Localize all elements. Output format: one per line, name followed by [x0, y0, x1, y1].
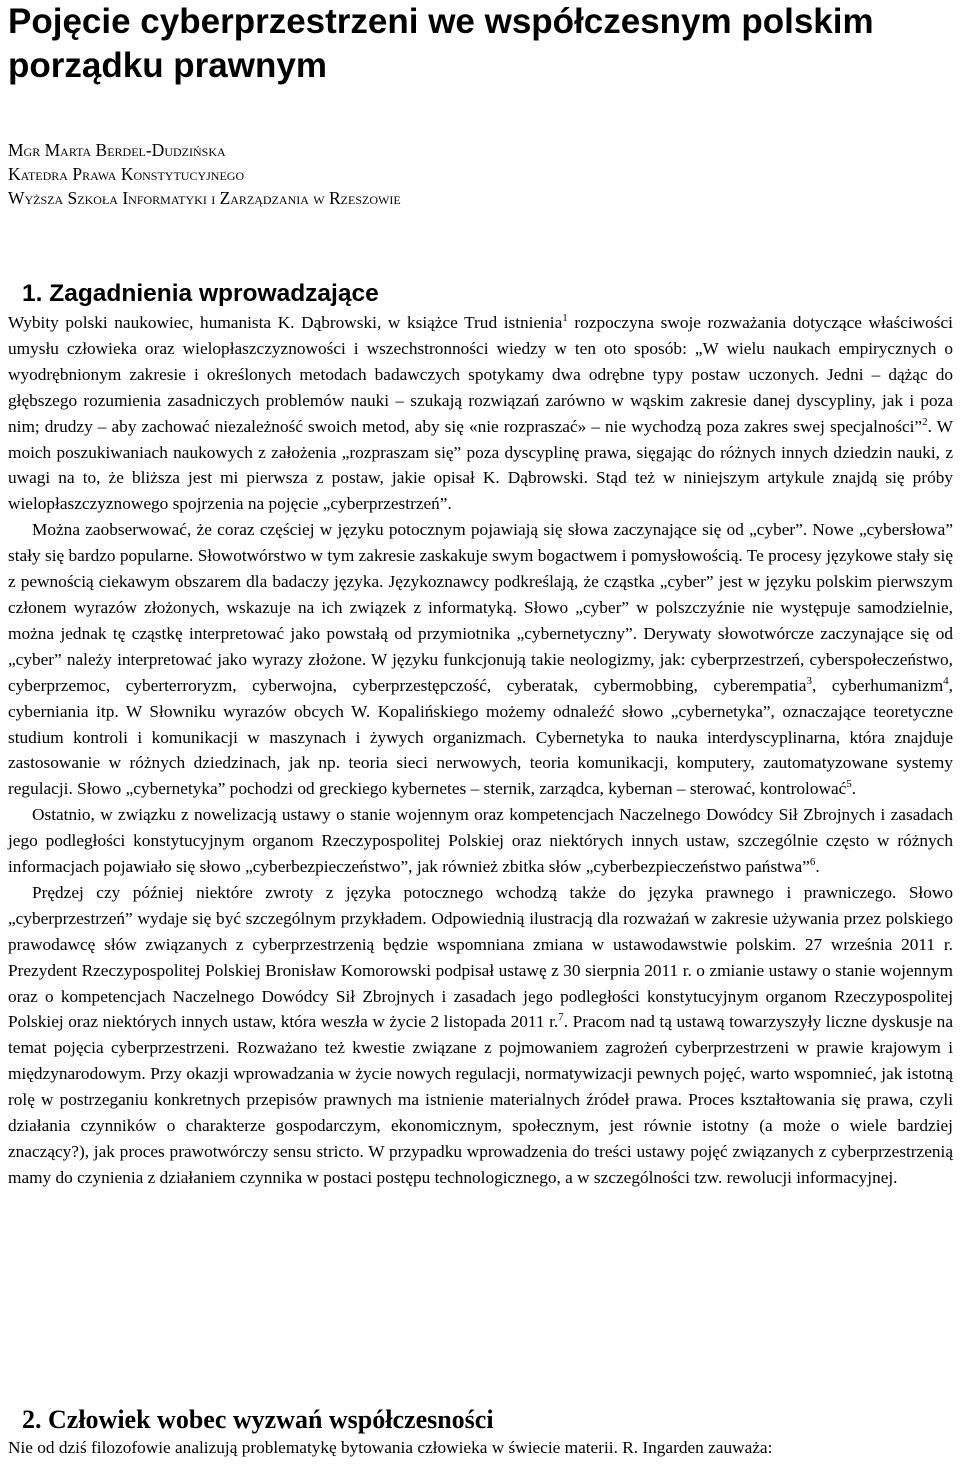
- footnote-ref-3[interactable]: 3: [806, 674, 812, 687]
- section-heading-2: 2. Człowiek wobec wyzwań współczesności: [22, 1405, 494, 1434]
- author-name: Mgr Marta Berdel-Dudzińska: [8, 140, 226, 160]
- footnote-ref-6[interactable]: 6: [809, 856, 816, 869]
- document-title: Pojęcie cyberprzestrzeni we współczesnym polskim porządku prawnym: [8, 2, 874, 85]
- footnote-ref-2[interactable]: 2: [922, 415, 928, 428]
- author-block: [8, 138, 953, 210]
- footnote-ref-1[interactable]: 1: [562, 312, 568, 324]
- section-2-body: [8, 1435, 953, 1461]
- paragraph-1: Wybity polski naukowiec, humanista K. Dąbrowski, w książce Trud istnienia$^1$ rozpoczyna swoje rozważania dotyczące właściwości umysłu człowieka oraz wielopłaszczyznowości i wszechstronności wiedzy w ten oto sposób: „W wielu naukach empirycznych o wyodrębnionym zakresie i określonych metodach badawczych spotykamy dwa odrębne typy postaw uczonych. Jedni – dążąc do głębszego rozumienia zasadniczych problemów nauki – szukają rozwiązań zarówno w wąskim zakresie danej dyscypliny, jak i poza nim; drudzy – aby zachować niezależność swoich metod, aby się «nie rozpraszać» – nie wychodzą poza zakres swej specjalności”$^2$. W moich poszukiwaniach naukowych z założenia „rozpraszam się” poza dyscyplinę prawa, sięgając do różnych innych dziedzin nauki, z uwagi na to, że bliższa jest mi pierwsza z postaw, jakie opisał K. Dąbrowski. Stąd też w niniejszym artykule znajdą się próby wielopłaszczyznowego spojrzenia na pojęcie „cyberprzestrzeń”.: [8, 312, 953, 514]
- footnote-ref-7[interactable]: 7: [558, 1011, 564, 1024]
- paragraph-3: Ostatnio, w związku z nowelizacją ustawy o stanie wojennym oraz kompetencjach Naczelnego Dowódcy Sił Zbrojnych i zasadach jego podległości konstytucyjnym organom Rzeczypospolitej Polskiej oraz niektórych innych ustaw, szczególnie często w różnych informacjach pojawiało się słowo „cyberbezpieczeństwo”, jak również zbitka słów „cyberbezpieczeństwo państwa”$^6$.: [8, 805, 953, 877]
- footnote-ref-4[interactable]: 4: [943, 674, 949, 687]
- author-school: Wyższa Szkoła Informatyki i Zarządzania w Rzeszowie: [8, 188, 401, 208]
- paragraph-2: Można zaobserwować, że coraz częściej w języku potocznym pojawiają się słowa zaczynające się od „cyber”. Nowe „cybersłowa” stały się bardzo popularne. Słowotwórstwo w tym zakresie zaskakuje swym bogactwem i pomysłowością. Te procesy językowe stały się z pewnością ciekawym obszarem dla badaczy języka. Językoznawcy podkreślają, że cząstka „cyber” jest w języku polskim pierwszym członem wyrazów złożonych, wskazuje na ich związek z informatyką. Słowo „cyber” w polszczyźnie nie występuje samodzielnie, można jednak tę cząstkę interpretować jako powstałą od przymiotnika „cybernetyczny”. Derywaty słowotwórcze zaczynające się od „cyber” należy interpretować jako wyrazy złożone. W języku funkcjonują takie neologizmy, jak: cyberprzestrzeń, cyberspołeczeństwo, cyberprzemoc, cyberterroryzm, cyberwojna, cyberprzestępczość, cyberatak, cybermobbing, cyberempatia$^3$, cyberhumanizm$^4$, cyberniania itp. W Słowniku wyrazów obcych W. Kopalińskiego możemy odnaleźć słowo „cybernetyka”, oznaczające teoretyczne studium kontroli i komunikacji w maszynach i żywych organizmach. Cybernetyka to nauka interdyscyplinarna, która znajduje zastosowanie w różnych dziedzinach, jak np. teoria sieci nerwowych, teoria komunikacji, komputery, zautomatyzowane systemy regulacji. Słowo „cybernetyka” pochodzi od greckiego kybernetes – sternik, zarządca, kybernan – sterować, kontrolować$^5$.: [8, 520, 953, 799]
- paragraph-5: Nie od dziś filozofowie analizują problematykę bytowania człowieka w świecie materii. R. Ingarden zauważa:: [8, 1438, 773, 1457]
- author-department: Katedra Prawa Konstytucyjnego: [8, 164, 245, 184]
- section-1-body: [8, 310, 953, 1191]
- paragraph-4: Prędzej czy później niektóre zwroty z języka potocznego wchodzą także do języka prawnego i prawniczego. Słowo „cyberprzestrzeń” wydaje się być szczególnym przykładem. Odpowiednią ilustracją dla rozważań w zakresie używania przez polskiego prawodawcę słów związanych z cyberprzestrzenią będzie wspomniana zmiana w ustawodawstwie polskim. 27 września 2011 r. Prezydent Rzeczypospolitej Polskiej Bronisław Komorowski podpisał ustawę z 30 sierpnia 2011 r. o zmianie ustawy o stanie wojennym oraz o kompetencjach Naczelnego Dowódcy Sił Zbrojnych i zasadach jego podległości konstytucyjnym organom Rzeczypospolitej Polskiej oraz niektórych innych ustaw, która weszła w życie 2 listopada 2011 r.$^7$. Pracom nad tą ustawą towarzyszyły liczne dyskusje na temat pojęcia cyberprzestrzeni. Rozważano też kwestie związane z pojmowaniem zagrożeń cyberprzestrzeni w prawie krajowym i międzynarodowym. Przy okazji wprowadzania w życie nowych regulacji, normatywizacji pewnych pojęć, warto wspomnieć, jak istotną rolę w postrzeganiu konkretnych przepisów prawnych ma istnienie materialnych źródeł prawa. Proces kształtowania się prawa, czyli działania czynników o charakterze gospodarczym, ekonomicznym, społecznym, jest równie istotny (a może o wiele bardziej znaczący?), jak proces prawotwórczy sensu stricto. W przypadku wprowadzenia do treści ustawy pojęć związanych z cyberprzestrzenią mamy do czynienia z działaniem czynnika w postaci postępu technologicznego, a w szczególności tzw. rewolucji informacyjnej.: [8, 882, 953, 1187]
- footnote-ref-5[interactable]: 5: [846, 778, 852, 791]
- section-heading-1: 1. Zagadnienia wprowadzające: [22, 280, 379, 307]
